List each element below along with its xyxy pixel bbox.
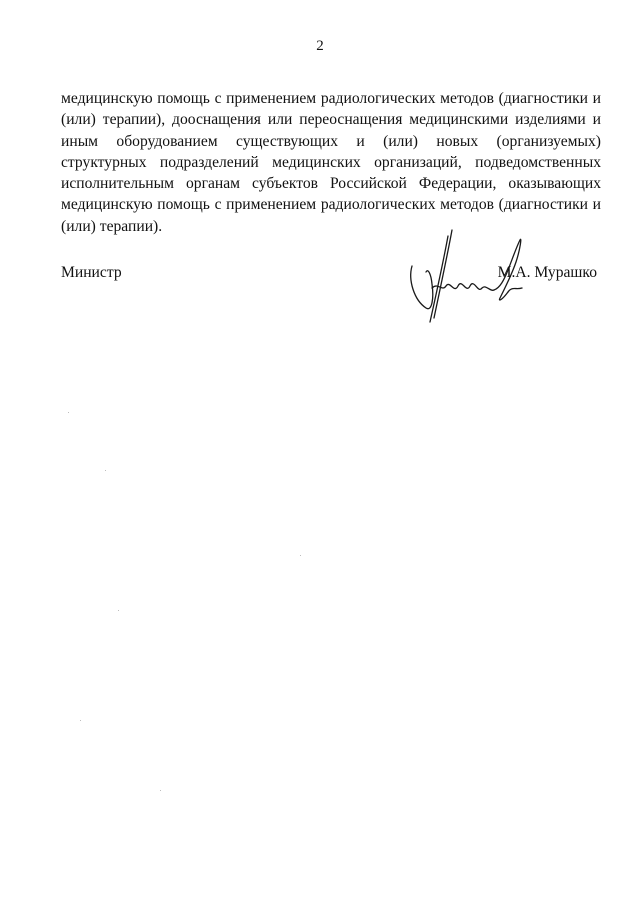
scan-speck bbox=[300, 555, 301, 556]
scan-speck bbox=[118, 610, 119, 611]
signer-position: Министр bbox=[61, 264, 122, 281]
scan-speck bbox=[160, 790, 161, 791]
scan-speck bbox=[80, 720, 81, 721]
body-paragraph: медицинскую помощь с применением радиологических методов (диагностики и (или) терапии), дооснащения или переоснащения медицинскими изделиями и иным оборудованием существующих и (или) новых (организуемых) структурных подразделений медицинских организаций, подведомственных исполнительным органам субъектов Российской Федерации, оказывающих медицинскую помощь с применением радиологических методов (диагностики и (или) терапии). bbox=[61, 90, 601, 235]
page-number: 2 bbox=[316, 38, 324, 54]
scan-speck bbox=[68, 412, 69, 413]
scan-speck bbox=[105, 470, 106, 471]
signer-name: М.А. Мурашко bbox=[497, 264, 597, 281]
